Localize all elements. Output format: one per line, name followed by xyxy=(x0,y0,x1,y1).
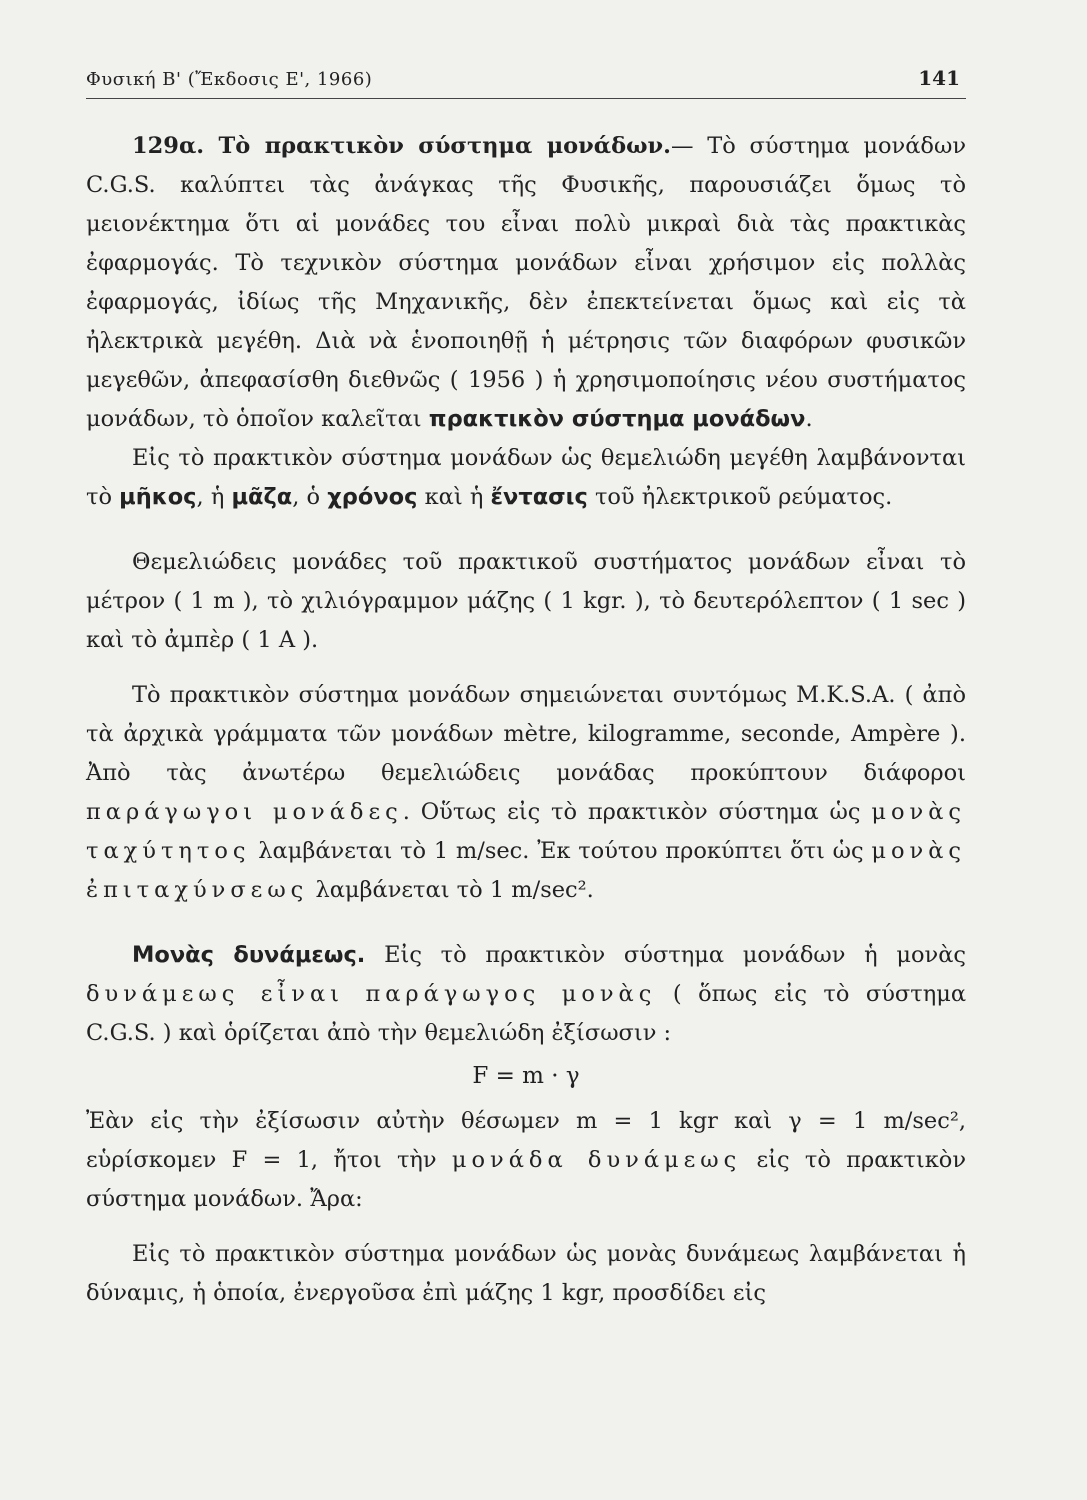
spaced-term-velocity-unit: μονὰς ταχύτητος xyxy=(86,799,967,864)
bold-term-length: μῆκος xyxy=(119,484,197,510)
text: Ἐὰν εἰς τὴν ἐξίσωσιν αὐτὴν θέσωμεν m = 1 kgr καὶ γ = 1 m/sec², εὑρίσκομεν F = 1, ἤτοι τὴν xyxy=(86,1108,966,1173)
text: Τὸ πρακτικὸν σύστημα μονάδων σημειώνεται συντόμως M.K.S.A. ( ἀπὸ τὰ ἀρχικὰ γράμματα τῶν μονάδων mètre, kilogramme, seconde, Ampère ). Ἀπὸ τὰς ἀνωτέρω θεμελιώδεις μονάδας προκύπτουν διάφοροι xyxy=(86,682,966,786)
fundamental-quantities-paragraph xyxy=(86,439,966,517)
bold-term-practical-system: πρακτικὸν σύστημα μονάδων xyxy=(428,406,806,432)
book-page xyxy=(86,58,966,1478)
text: λαμβάνεται τὸ 1 m/sec. Ἐκ τούτου προκύπτει ὅτι ὡς xyxy=(258,838,864,864)
section-129a-paragraph xyxy=(86,127,966,439)
text: λαμβάνεται τὸ 1 m/sec². xyxy=(315,877,594,903)
spaced-term-force-unit: μονάδα δυνάμεως xyxy=(451,1147,742,1173)
text: τοῦ ἠλεκτρικοῦ ρεύματος. xyxy=(594,484,893,510)
force-equation: F = m · γ xyxy=(472,1063,580,1089)
text: Εἰς τὸ πρακτικὸν σύστημα μονάδων ὡς θεμελιώδη μεγέθη λαμβάνονται τὸ xyxy=(86,445,966,510)
section-heading: 129α. Τὸ πρακτικὸν σύστημα μονάδων. xyxy=(132,133,671,159)
spaced-term-derived-units: παράγωγοι μονάδες xyxy=(86,799,403,825)
force-unit-heading: Μονὰς δυνάμεως. xyxy=(132,942,366,968)
text: Εἰς τὸ πρακτικὸν σύστημα μονάδων ἡ μονὰς xyxy=(384,942,966,968)
text: εἰς τὸ πρακτικὸν σύστημα μονάδων. Ἄρα: xyxy=(86,1147,967,1212)
spaced-term-acceleration-unit: μονὰς ἐπιταχύνσεως xyxy=(86,838,967,903)
page-body xyxy=(86,127,966,1313)
bold-term-mass: μᾶζα xyxy=(231,484,293,510)
force-unit-paragraph xyxy=(86,936,966,1053)
spaced-term-force-derived: δυνάμεως εἶναι παράγωγος μονὰς xyxy=(86,981,657,1007)
page-number: 141 xyxy=(918,66,960,90)
section-intro-text: — Τὸ σύστημα μονάδων C.G.S. καλύπτει τὰς ἀνάγκας τῆς Φυσικῆς, παρουσιάζει ὅμως τὸ μειονέκτημα ὅτι αἱ μονάδες του εἶναι πολὺ μικραὶ διὰ τὰς πρακτικὰς ἐφαρμογάς. Τὸ τεχνικὸν σύστημα μονάδων εἶναι χρήσιμον εἰς πολλὰς ἐφαρμογάς, ἰδίως τῆς Μηχανικῆς, δὲν ἐπεκτείνεται ὅμως καὶ εἰς τὰ ἠλεκτρικὰ μεγέθη. Διὰ νὰ ἑνοποιηθῇ ἡ μέτρησις τῶν διαφόρων φυσικῶν μεγεθῶν, ἀπεφασίσθη διεθνῶς ( 1956 ) ἡ χρησιμοποίησις νέου συστήματος μονάδων, τὸ ὁποῖον καλεῖται xyxy=(86,133,967,432)
bold-term-intensity: ἔντασις xyxy=(490,484,588,510)
punctuation: . xyxy=(805,406,813,432)
mksa-paragraph xyxy=(86,676,966,910)
text: καὶ ἡ xyxy=(424,484,484,510)
fundamental-units-paragraph: Θεμελιώδεις μονάδες τοῦ πρακτικοῦ συστήματος μονάδων εἶναι τὸ μέτρον ( 1 m ), τὸ χιλιόγραμμον μάζης ( 1 kgr. ), τὸ δευτερόλεπτον ( 1 sec ) καὶ τὸ ἀμπὲρ ( 1 A ). xyxy=(86,549,966,653)
header-title: Φυσική Β' (Ἔκδοσις Ε', 1966) xyxy=(86,69,373,90)
force-definition-paragraph: Εἰς τὸ πρακτικὸν σύστημα μονάδων ὡς μονὰς δυνάμεως λαμβάνεται ἡ δύναμις, ἡ ὁποία, ἐνεργοῦσα ἐπὶ μάζης 1 kgr, προσδίδει εἰς xyxy=(86,1241,966,1306)
text: , ἡ xyxy=(196,484,225,510)
bold-term-time: χρόνος xyxy=(327,484,418,510)
text: . Οὕτως εἰς τὸ πρακτικὸν σύστημα ὡς xyxy=(402,799,861,825)
text: , ὁ xyxy=(292,484,321,510)
newton-derivation-paragraph xyxy=(86,1102,966,1219)
text: ( ὅπως εἰς τὸ σύστημα C.G.S. ) καὶ ὁρίζεται ἀπὸ τὴν θεμελιώδη ἐξίσωσιν : xyxy=(86,981,967,1046)
running-header xyxy=(86,58,966,99)
